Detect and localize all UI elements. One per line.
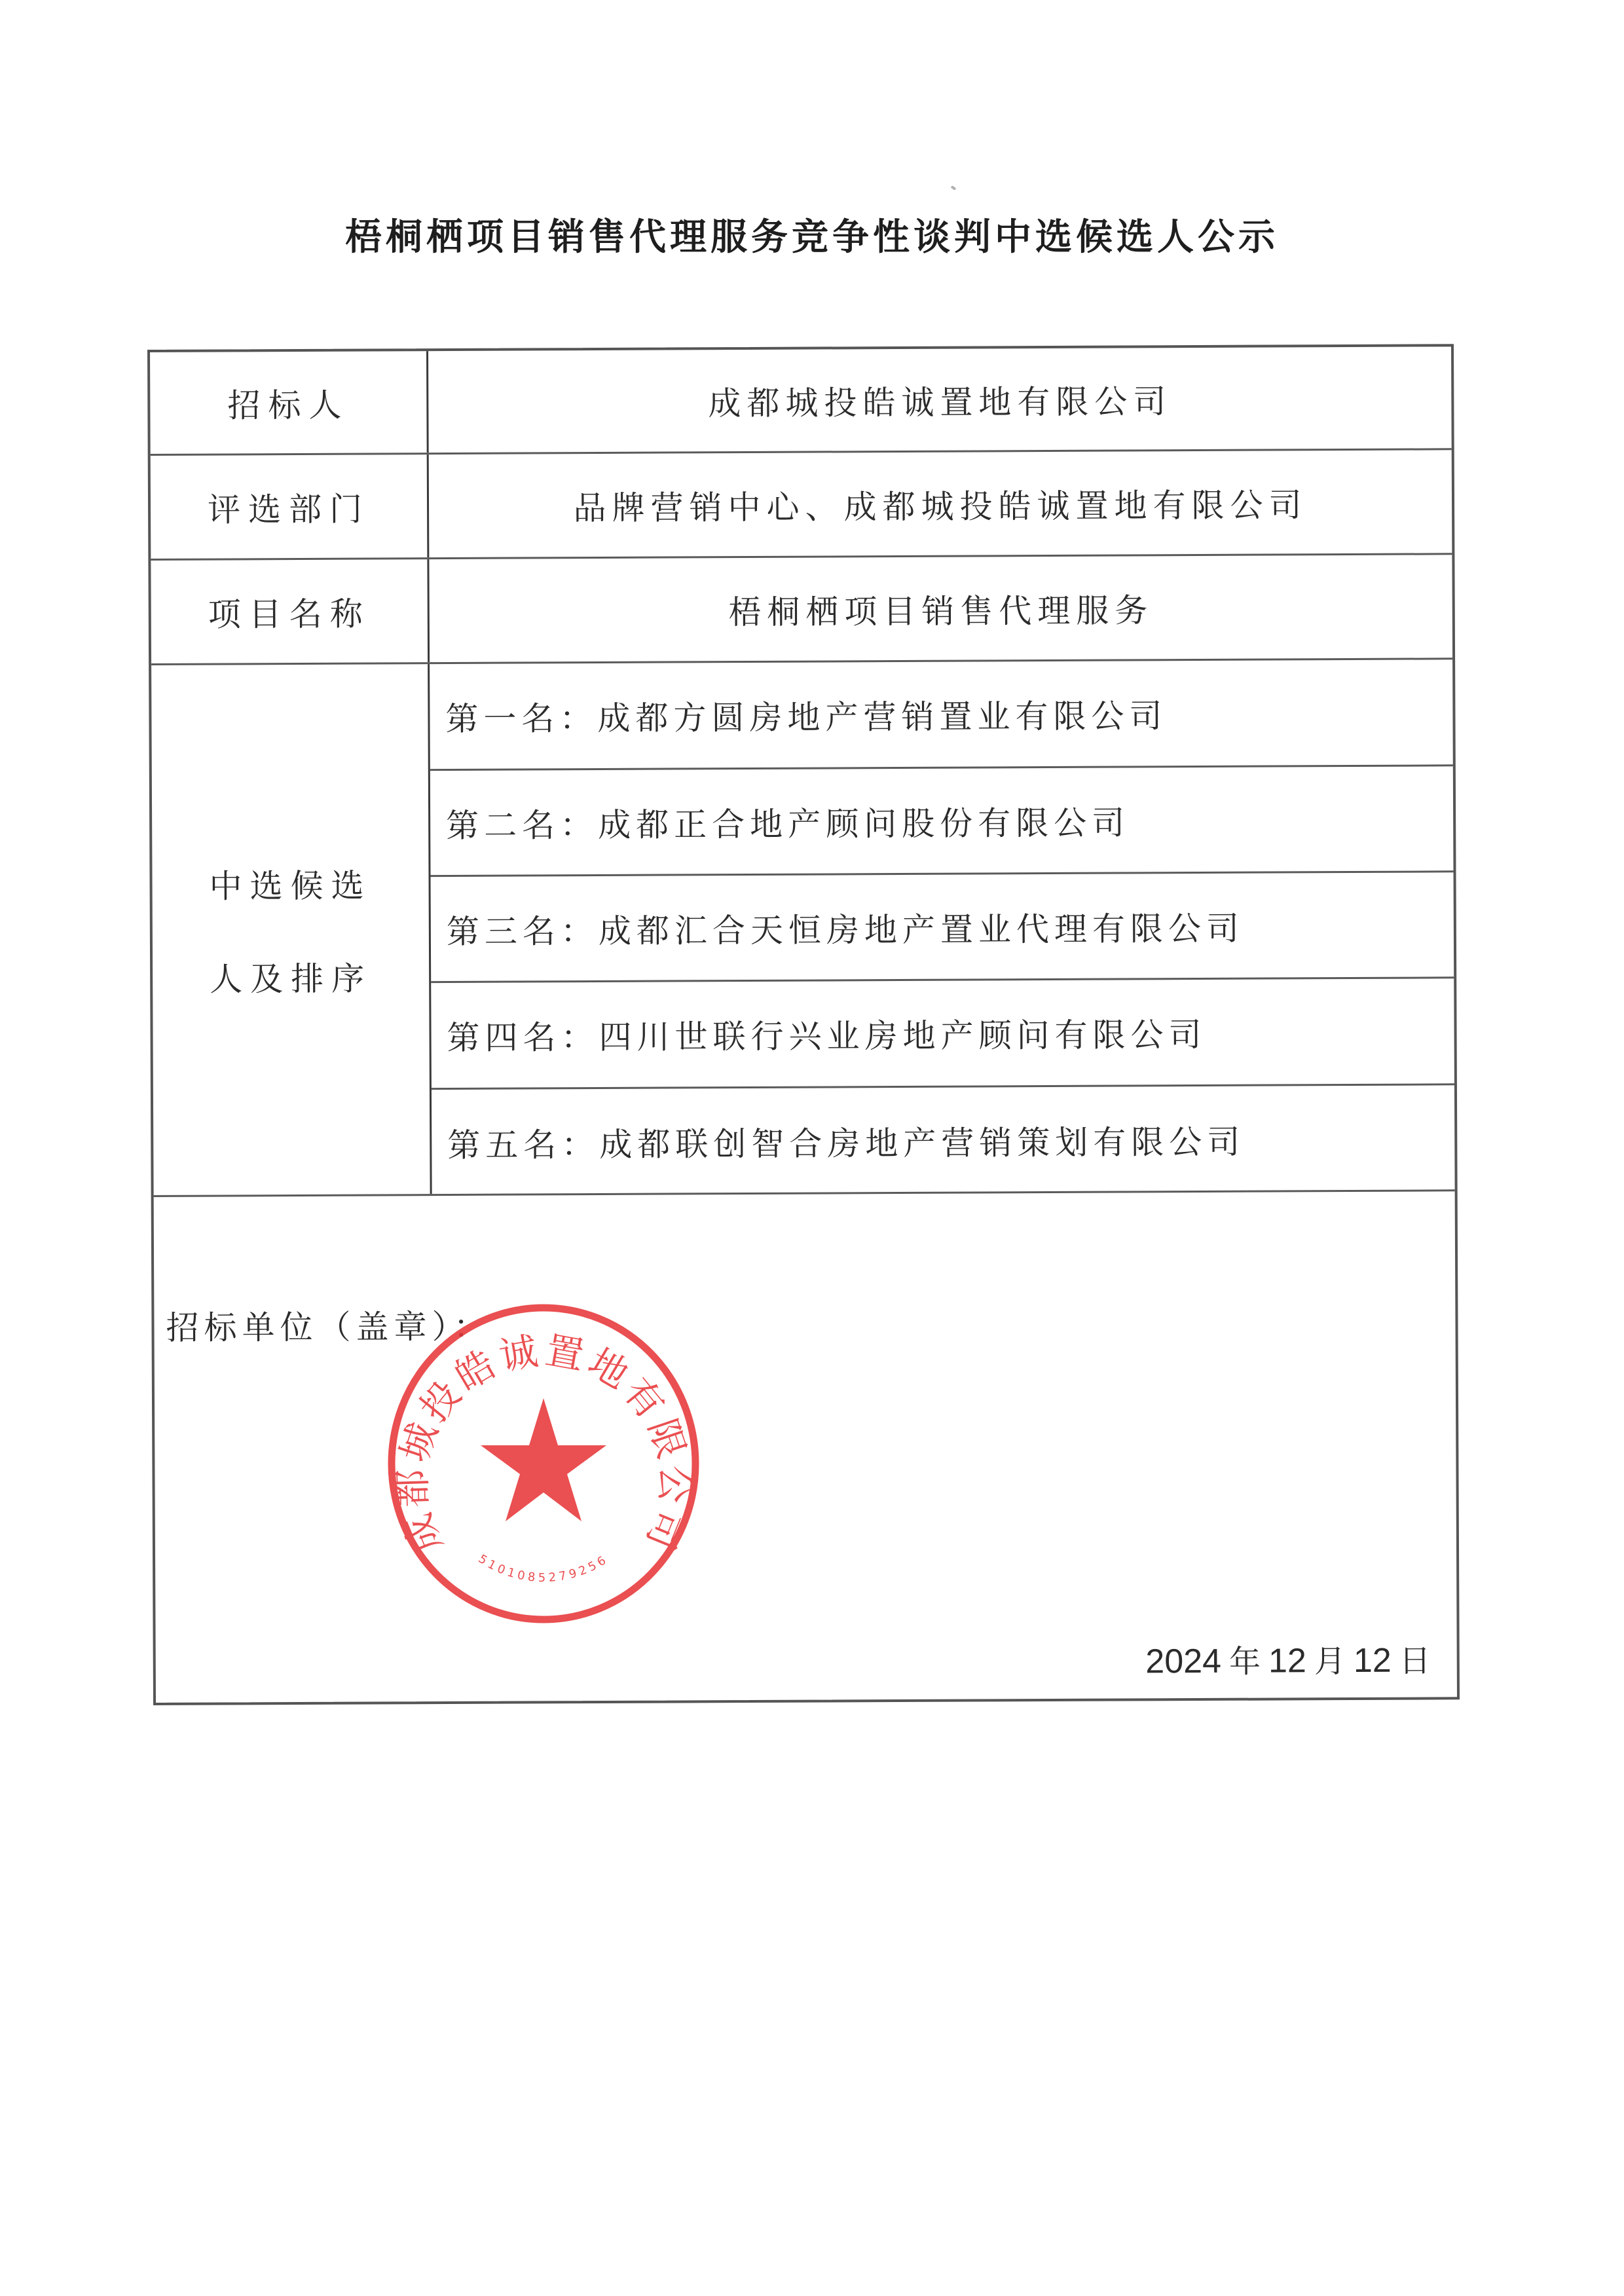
date-day-unit: 日: [1399, 1642, 1431, 1680]
label-cell: [150, 351, 429, 454]
candidate-rank-4: [431, 978, 1454, 1090]
rank-company: 成都正合地产顾问股份有限公司: [598, 803, 1130, 844]
row-label: 项目名称: [208, 595, 371, 634]
table-row-candidates: [151, 659, 1455, 1197]
rank-label: 第二名：: [446, 805, 599, 845]
seal-label: 招标单位（盖章）：: [166, 1307, 492, 1347]
scan-speck: [951, 185, 957, 191]
candidate-rank-5: [432, 1085, 1455, 1196]
seal-text: 成都城投皓诚置地有限公司: [390, 1327, 697, 1560]
rank-company: 成都方圆房地产营销置业有限公司: [597, 697, 1168, 738]
date: [1145, 1635, 1431, 1682]
row-value: 品牌营销中心、成都城投皓诚置地有限公司: [573, 485, 1308, 527]
company-seal-stamp: [380, 1300, 707, 1627]
row-value: 成都城投皓诚置地有限公司: [708, 382, 1172, 422]
rank-label: 第五名：: [447, 1125, 600, 1165]
candidates-label-cell: [151, 664, 432, 1195]
date-day: 12: [1353, 1641, 1392, 1680]
date-month-unit: 月: [1314, 1643, 1346, 1680]
document-title: 梧桐栖项目销售代理服务竞争性谈判中选候选人公示: [345, 216, 1279, 259]
signature-area: [154, 1191, 1457, 1703]
value-cell: [428, 346, 1452, 453]
rank-company: 成都汇合天恒房地产置业代理有限公司: [598, 909, 1244, 950]
row-label: 招标人: [227, 386, 350, 424]
label-cell: [151, 559, 430, 663]
candidate-rank-1: [430, 659, 1453, 771]
star-icon: [481, 1398, 606, 1521]
candidate-rank-3: [431, 872, 1454, 983]
rank-label: 第一名：: [445, 699, 598, 739]
seal-code: 5101085279256: [475, 1551, 612, 1585]
value-cell: [429, 450, 1452, 557]
announcement-table: [147, 344, 1460, 1705]
value-cell: [429, 555, 1452, 662]
rank-company: 四川世联行兴业房地产顾问有限公司: [599, 1015, 1207, 1057]
rank-label: 第三名：: [446, 912, 599, 951]
date-year: 2024: [1145, 1642, 1222, 1681]
row-value: 梧桐栖项目销售代理服务: [728, 591, 1154, 631]
label-cell: [151, 454, 430, 559]
candidates-label-line1: 中选候选: [209, 866, 372, 906]
table-row-project: [151, 555, 1452, 665]
table-row-tenderer: [150, 346, 1452, 456]
row-label: 评选部门: [207, 490, 371, 529]
candidate-rank-2: [430, 766, 1454, 877]
date-month: 12: [1268, 1642, 1307, 1680]
date-year-unit: 年: [1228, 1643, 1261, 1680]
candidates-label-line2: 人及排序: [210, 959, 373, 999]
table-row-department: [151, 450, 1452, 561]
rank-label: 第四名：: [447, 1018, 599, 1058]
rank-company: 成都联创智合房地产营销策划有限公司: [599, 1122, 1246, 1164]
